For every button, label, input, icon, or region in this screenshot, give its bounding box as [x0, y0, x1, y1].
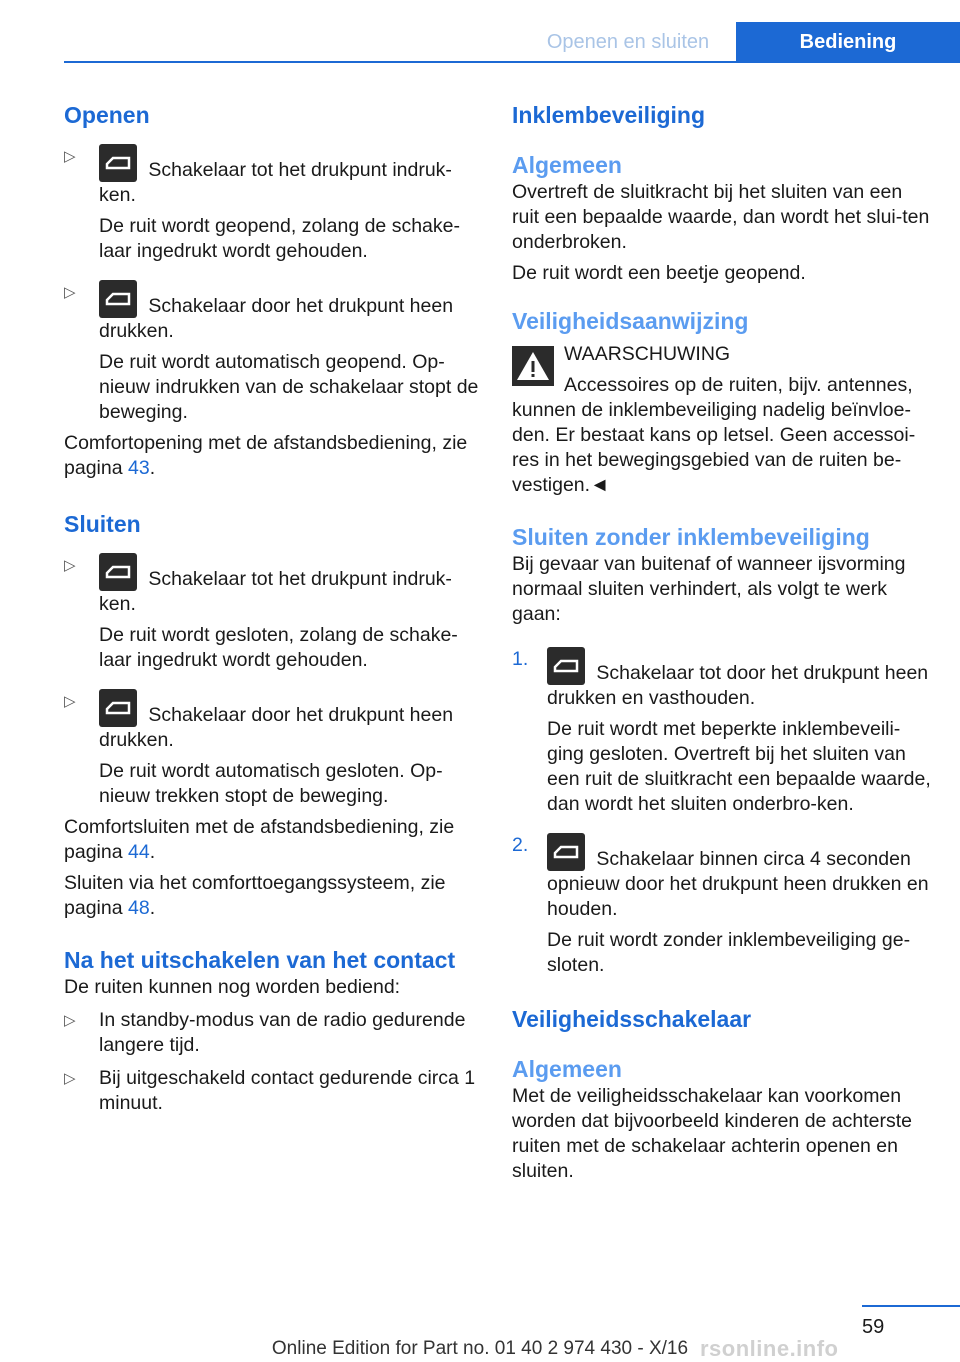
header-rule	[64, 61, 960, 63]
sluiten-heading: Sluiten	[64, 511, 141, 537]
list-item	[64, 553, 484, 673]
step-number: 1.	[512, 648, 529, 670]
triangle-bullet-icon: ▷	[64, 693, 76, 710]
step-subtext: De ruit wordt zonder inklembeveiliging ge-sloten.	[547, 929, 911, 976]
sluiten-note-2: Sluiten via het comforttoegangssysteem, zie pagina 48.	[64, 872, 446, 919]
step-item	[512, 647, 932, 817]
window-switch-icon	[99, 689, 137, 727]
veiligheidsschakelaar-heading: Veiligheidsschakelaar	[512, 1006, 752, 1032]
item-subtext: De ruit wordt gesloten, zolang de schake-laar ingedrukt wordt gehouden.	[99, 624, 458, 671]
warning-text-1: Accessoires op de ruiten, bijv. antennes,	[564, 374, 913, 396]
triangle-bullet-icon: ▷	[64, 1070, 76, 1087]
openen-heading: Openen	[64, 102, 150, 128]
item-subtext: De ruit wordt geopend, zolang de schake-laar ingedrukt wordt gehouden.	[99, 215, 460, 262]
item-text: Schakelaar tot het drukpunt indruk-ken.	[99, 568, 452, 615]
list-item	[64, 1008, 484, 1058]
window-switch-icon	[547, 647, 585, 685]
openen-note: Comfortopening met de afstandsbediening, zie pagina 43.	[64, 432, 468, 479]
step-text: Schakelaar tot door het drukpunt heen drukken en vasthouden.	[547, 662, 929, 709]
watermark: rsonline.info	[700, 1336, 839, 1361]
warning-triangle-icon	[512, 346, 554, 386]
list-item	[64, 1066, 484, 1116]
zonder-intro: Bij gevaar van buitenaf of wanneer ijsvorming normaal sluiten verhindert, als volgt te werk gaan:	[512, 553, 906, 625]
right-column	[512, 100, 932, 1184]
triangle-bullet-icon: ▷	[64, 1012, 76, 1029]
header-chapter: Bediening	[736, 22, 960, 62]
step-number: 2.	[512, 834, 529, 856]
triangle-bullet-icon: ▷	[64, 148, 76, 165]
contact-heading: Na het uitschakelen van het contact	[64, 947, 456, 973]
page-link-44[interactable]: 44	[127, 841, 150, 863]
triangle-bullet-icon: ▷	[64, 284, 76, 301]
step-subtext: De ruit wordt met beperkte inklembeveili-ging gesloten. Overtreft bij het sluiten van een ruit de sluitkracht een bepaalde waarde, dan wordt het sluiten onderbro-ken.	[547, 718, 931, 815]
vs-algemeen-heading: Algemeen	[512, 1056, 622, 1082]
item-text: In standby-modus van de radio gedurende langere tijd.	[99, 1009, 466, 1056]
warning-label: WAARSCHUWING	[564, 343, 731, 365]
step-text: Schakelaar binnen circa 4 seconden opnieuw door het drukpunt heen drukken en houden.	[547, 848, 929, 920]
left-column	[64, 100, 484, 1116]
header-section: Openen en sluiten	[546, 30, 710, 53]
list-item	[64, 280, 484, 425]
page-link-43[interactable]: 43	[127, 457, 150, 479]
warning-text-2: kunnen de inklembeveiliging nadelig beïnvloe-den. Er bestaat kans op letsel. Geen accessoi-res in het bewegingsgebied van de ruiten be-vestigen.◄	[512, 399, 916, 496]
window-switch-icon	[99, 144, 137, 182]
sluiten-note-1: Comfortsluiten met de afstandsbediening, zie pagina 44.	[64, 816, 455, 863]
list-item	[64, 689, 484, 809]
page-number: 59	[862, 1316, 885, 1338]
contact-intro: De ruiten kunnen nog worden bediend:	[64, 976, 401, 998]
item-text: Schakelaar door het drukpunt heen drukken.	[99, 704, 454, 751]
algemeen-heading: Algemeen	[512, 152, 622, 178]
list-item	[64, 144, 484, 264]
item-text: Schakelaar tot het drukpunt indruk-ken.	[99, 159, 452, 206]
warning-block	[512, 342, 932, 498]
window-switch-icon	[99, 280, 137, 318]
inklem-heading: Inklembeveiliging	[512, 102, 705, 128]
item-text: Bij uitgeschakeld contact gedurende circa 1 minuut.	[99, 1067, 476, 1114]
veiligheid-heading: Veiligheidsaanwijzing	[512, 308, 749, 334]
triangle-bullet-icon: ▷	[64, 557, 76, 574]
algemeen-p2: De ruit wordt een beetje geopend.	[512, 262, 806, 284]
algemeen-p1: Overtreft de sluitkracht bij het sluiten van een ruit een bepaalde waarde, dan wordt het slui-ten onderbroken.	[512, 181, 930, 253]
edition-note: Online Edition for Part no. 01 40 2 974 430 - X/16	[271, 1338, 689, 1359]
item-subtext: De ruit wordt automatisch geopend. Op-nieuw indrukken van de schakelaar stopt de beweging.	[99, 351, 479, 423]
page-link-48[interactable]: 48	[127, 897, 150, 919]
vs-paragraph: Met de veiligheidsschakelaar kan voorkomen worden dat bijvoorbeeld kinderen de achterste ruiten met de schakelaar achterin openen en sluiten.	[512, 1085, 913, 1182]
item-text: Schakelaar door het drukpunt heen drukken.	[99, 295, 454, 342]
window-switch-icon	[547, 833, 585, 871]
window-switch-icon	[99, 553, 137, 591]
item-subtext: De ruit wordt automatisch gesloten. Op-nieuw trekken stopt de beweging.	[99, 760, 443, 807]
page-header	[0, 22, 960, 62]
step-item	[512, 833, 932, 978]
footer-rule	[862, 1305, 960, 1307]
zonder-heading: Sluiten zonder inklembeveiliging	[512, 524, 870, 550]
